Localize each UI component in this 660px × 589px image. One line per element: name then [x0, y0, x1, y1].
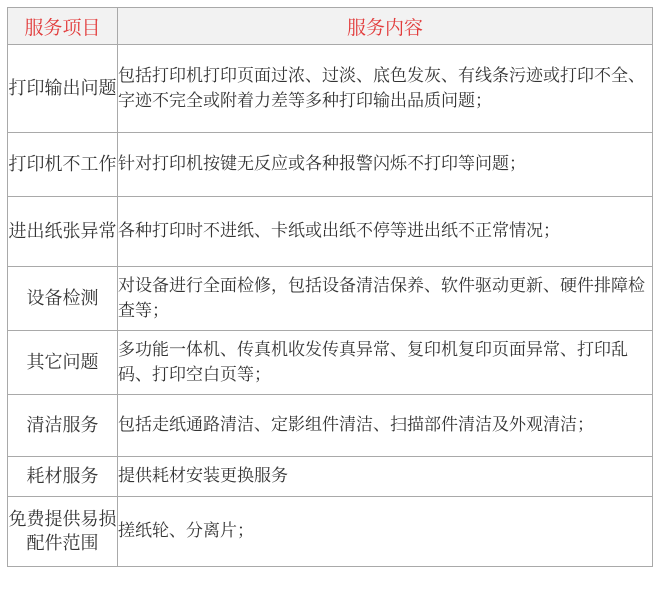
- service-content: 多功能一体机、传真机收发传真异常、复印机复印页面异常、打印乱码、打印空白页等；: [118, 331, 653, 395]
- service-item: 进出纸张异常: [8, 197, 118, 267]
- table-row: [8, 457, 653, 497]
- service-item: 清洁服务: [8, 395, 118, 457]
- table-row: [8, 45, 653, 133]
- table-row: [8, 267, 653, 331]
- service-item: 耗材服务: [8, 457, 118, 497]
- service-content: 搓纸轮、分离片；: [118, 497, 653, 567]
- table-row: [8, 497, 653, 567]
- service-item: 其它问题: [8, 331, 118, 395]
- service-item: 打印机不工作: [8, 133, 118, 197]
- service-item: 设备检测: [8, 267, 118, 331]
- table-row: [8, 133, 653, 197]
- service-content: 包括走纸通路清洁、定影组件清洁、扫描部件清洁及外观清洁；: [118, 395, 653, 457]
- table-row: [8, 197, 653, 267]
- service-item: 打印输出问题: [8, 45, 118, 133]
- service-table: [7, 7, 653, 567]
- service-content: 包括打印机打印页面过浓、过淡、底色发灰、有线条污迹或打印不全、字迹不完全或附着力差等多种打印输出品质问题；: [118, 45, 653, 133]
- service-content: 各种打印时不进纸、卡纸或出纸不停等进出纸不正常情况；: [118, 197, 653, 267]
- table-row: [8, 395, 653, 457]
- service-item: 免费提供易损配件范围: [8, 497, 118, 567]
- header-service-item: 服务项目: [8, 8, 118, 45]
- table-header-row: [8, 8, 653, 45]
- service-content: 针对打印机按键无反应或各种报警闪烁不打印等问题；: [118, 133, 653, 197]
- service-content: 对设备进行全面检修，包括设备清洁保养、软件驱动更新、硬件排障检查等；: [118, 267, 653, 331]
- table-row: [8, 331, 653, 395]
- header-service-content: 服务内容: [118, 8, 653, 45]
- service-content: 提供耗材安装更换服务: [118, 457, 653, 497]
